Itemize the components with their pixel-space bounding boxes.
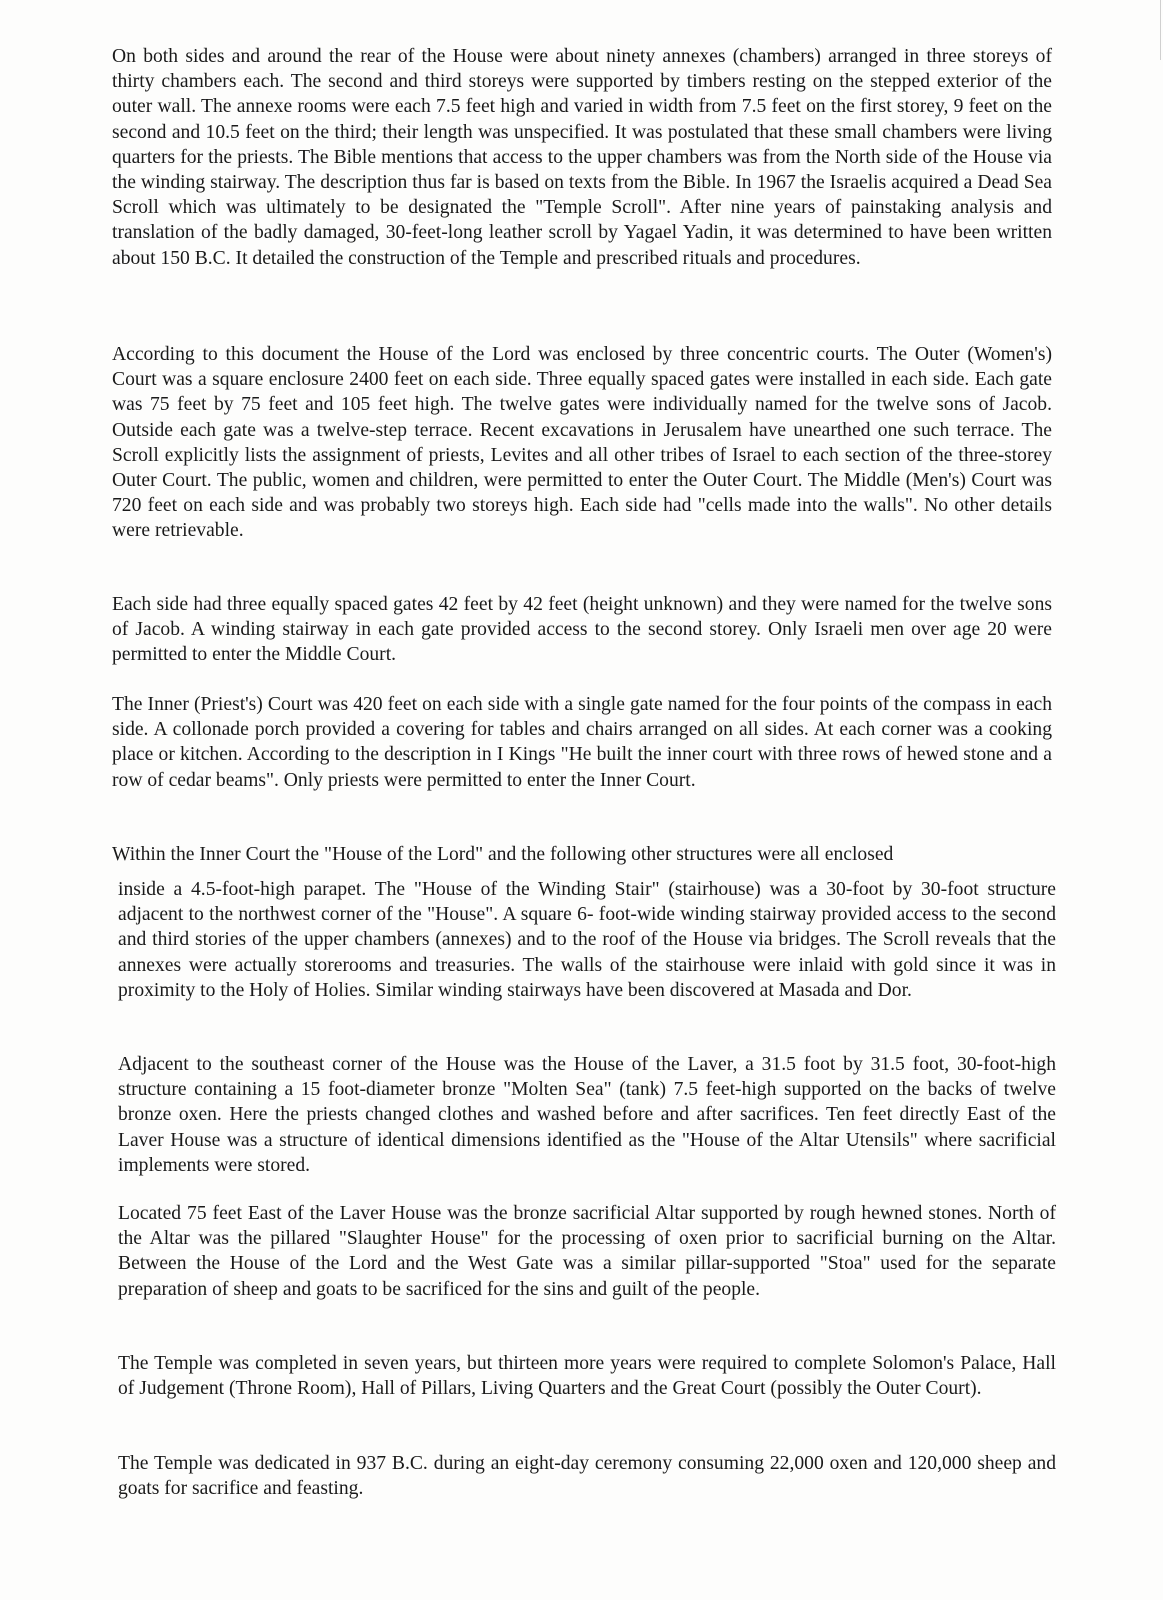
paragraph-concentric-courts: According to this document the House of the Lord was enclosed by three concentric courts. The Outer (Women's) Court was a square enclosure 2400 feet on each side. Three equally spaced gates were installed in each side. Each gate was 75 feet by 75 feet and 105 feet high. The twelve gates were individually named for the twelve sons of Jacob. Outside each gate was a twelve-step terrace. Recent excavations in Jerusalem have unearthed one such terrace. The Scroll explicitly lists the assignment of priests, Levites and all other tribes of Israel to each section of the three-storey Outer Court. The public, women and children, were permitted to enter the Outer Court. The Middle (Men's) Court was 720 feet on each side and was probably two storeys high. Each side had "cells made into the walls". No other details were retrievable. bbox=[112, 344, 1052, 542]
paragraph-house-of-laver: Adjacent to the southeast corner of the House was the House of the Laver, a 31.5 foot by 31.5 foot, 30-foot-high structure containing a 15 foot-diameter bronze "Molten Sea" (tank) 7.5 feet-high supported on the backs of twelve bronze oxen. Here the priests changed clothes and washed before and after sacrifices. Ten feet directly East of the Laver House was a structure of identical dimensions identified as the "House of the Altar Utensils" where sacrificial implements were stored. bbox=[118, 1054, 1056, 1176]
paragraph-altar: Located 75 feet East of the Laver House was the bronze sacrificial Altar supported by rough hewned stones. North of the Altar was the pillared "Slaughter House" for the processing of oxen prior to sacrificial burning on the Altar. Between the House of the Lord and the West Gate was a similar pillar-supported "Stoa" used for the separate preparation of sheep and goats to be sacrificed for the sins and guilt of the people. bbox=[118, 1203, 1056, 1300]
paragraph-inner-court-structures-intro: Within the Inner Court the "House of the Lord" and the following other structures were all enclosed bbox=[112, 844, 894, 865]
paragraph-inner-court: The Inner (Priest's) Court was 420 feet on each side with a single gate named for the four points of the compass in each side. A collonade porch provided a covering for tables and chairs arranged on all sides. At each corner was a cooking place or kitchen. According to the description in I Kings "He built the inner court with three rows of hewed stone and a row of cedar beams". Only priests were permitted to enter the Inner Court. bbox=[112, 694, 1052, 791]
paragraph-annexes: On both sides and around the rear of the House were about ninety annexes (chambers) arranged in three storeys of thirty chambers each. The second and third storeys were supported by timbers resting on the stepped exterior of the outer wall. The annexe rooms were each 7.5 feet high and varied in width from 7.5 feet on the first storey, 9 feet on the second and 10.5 feet on the third; their length was unspecified. It was postulated that these small chambers were living quarters for the priests. The Bible mentions that access to the upper chambers was from the North side of the House via the winding stairway. The description thus far is based on texts from the Bible. In 1967 the Israelis acquired a Dead Sea Scroll which was ultimately to be designated the "Temple Scroll". After nine years of painstaking analysis and translation of the badly damaged, 30-feet-long leather scroll by Yagael Yadin, it was determined to have been written about 150 B.C. It detailed the construction of the Temple and prescribed rituals and procedures. bbox=[112, 46, 1052, 269]
scan-edge-mark bbox=[1160, 0, 1161, 60]
paragraph-middle-court-gates: Each side had three equally spaced gates 42 feet by 42 feet (height unknown) and they were named for the twelve sons of Jacob. A winding stairway in each gate provided access to the second storey. Only Israeli men over age 20 were permitted to enter the Middle Court. bbox=[112, 594, 1052, 666]
paragraph-temple-completion: The Temple was completed in seven years, but thirteen more years were required to complete Solomon's Palace, Hall of Judgement (Throne Room), Hall of Pillars, Living Quarters and the Great Court (possibly the Outer Court). bbox=[118, 1353, 1056, 1400]
paragraph-temple-dedication: The Temple was dedicated in 937 B.C. during an eight-day ceremony consuming 22,000 oxen and 120,000 sheep and goats for sacrifice and feasting. bbox=[118, 1453, 1056, 1500]
paragraph-winding-stair: inside a 4.5-foot-high parapet. The "House of the Winding Stair" (stairhouse) was a 30-foot by 30-foot structure adjacent to the northwest corner of the "House". A square 6- foot-wide winding stairway provided access to the second and third stories of the upper chambers (annexes) and to the roof of the House via bridges. The Scroll reveals that the annexes were actually storerooms and treasuries. The walls of the stairhouse were inlaid with gold since it was in proximity to the Holy of Holies. Similar winding stairways have been discovered at Masada and Dor. bbox=[118, 879, 1056, 1001]
